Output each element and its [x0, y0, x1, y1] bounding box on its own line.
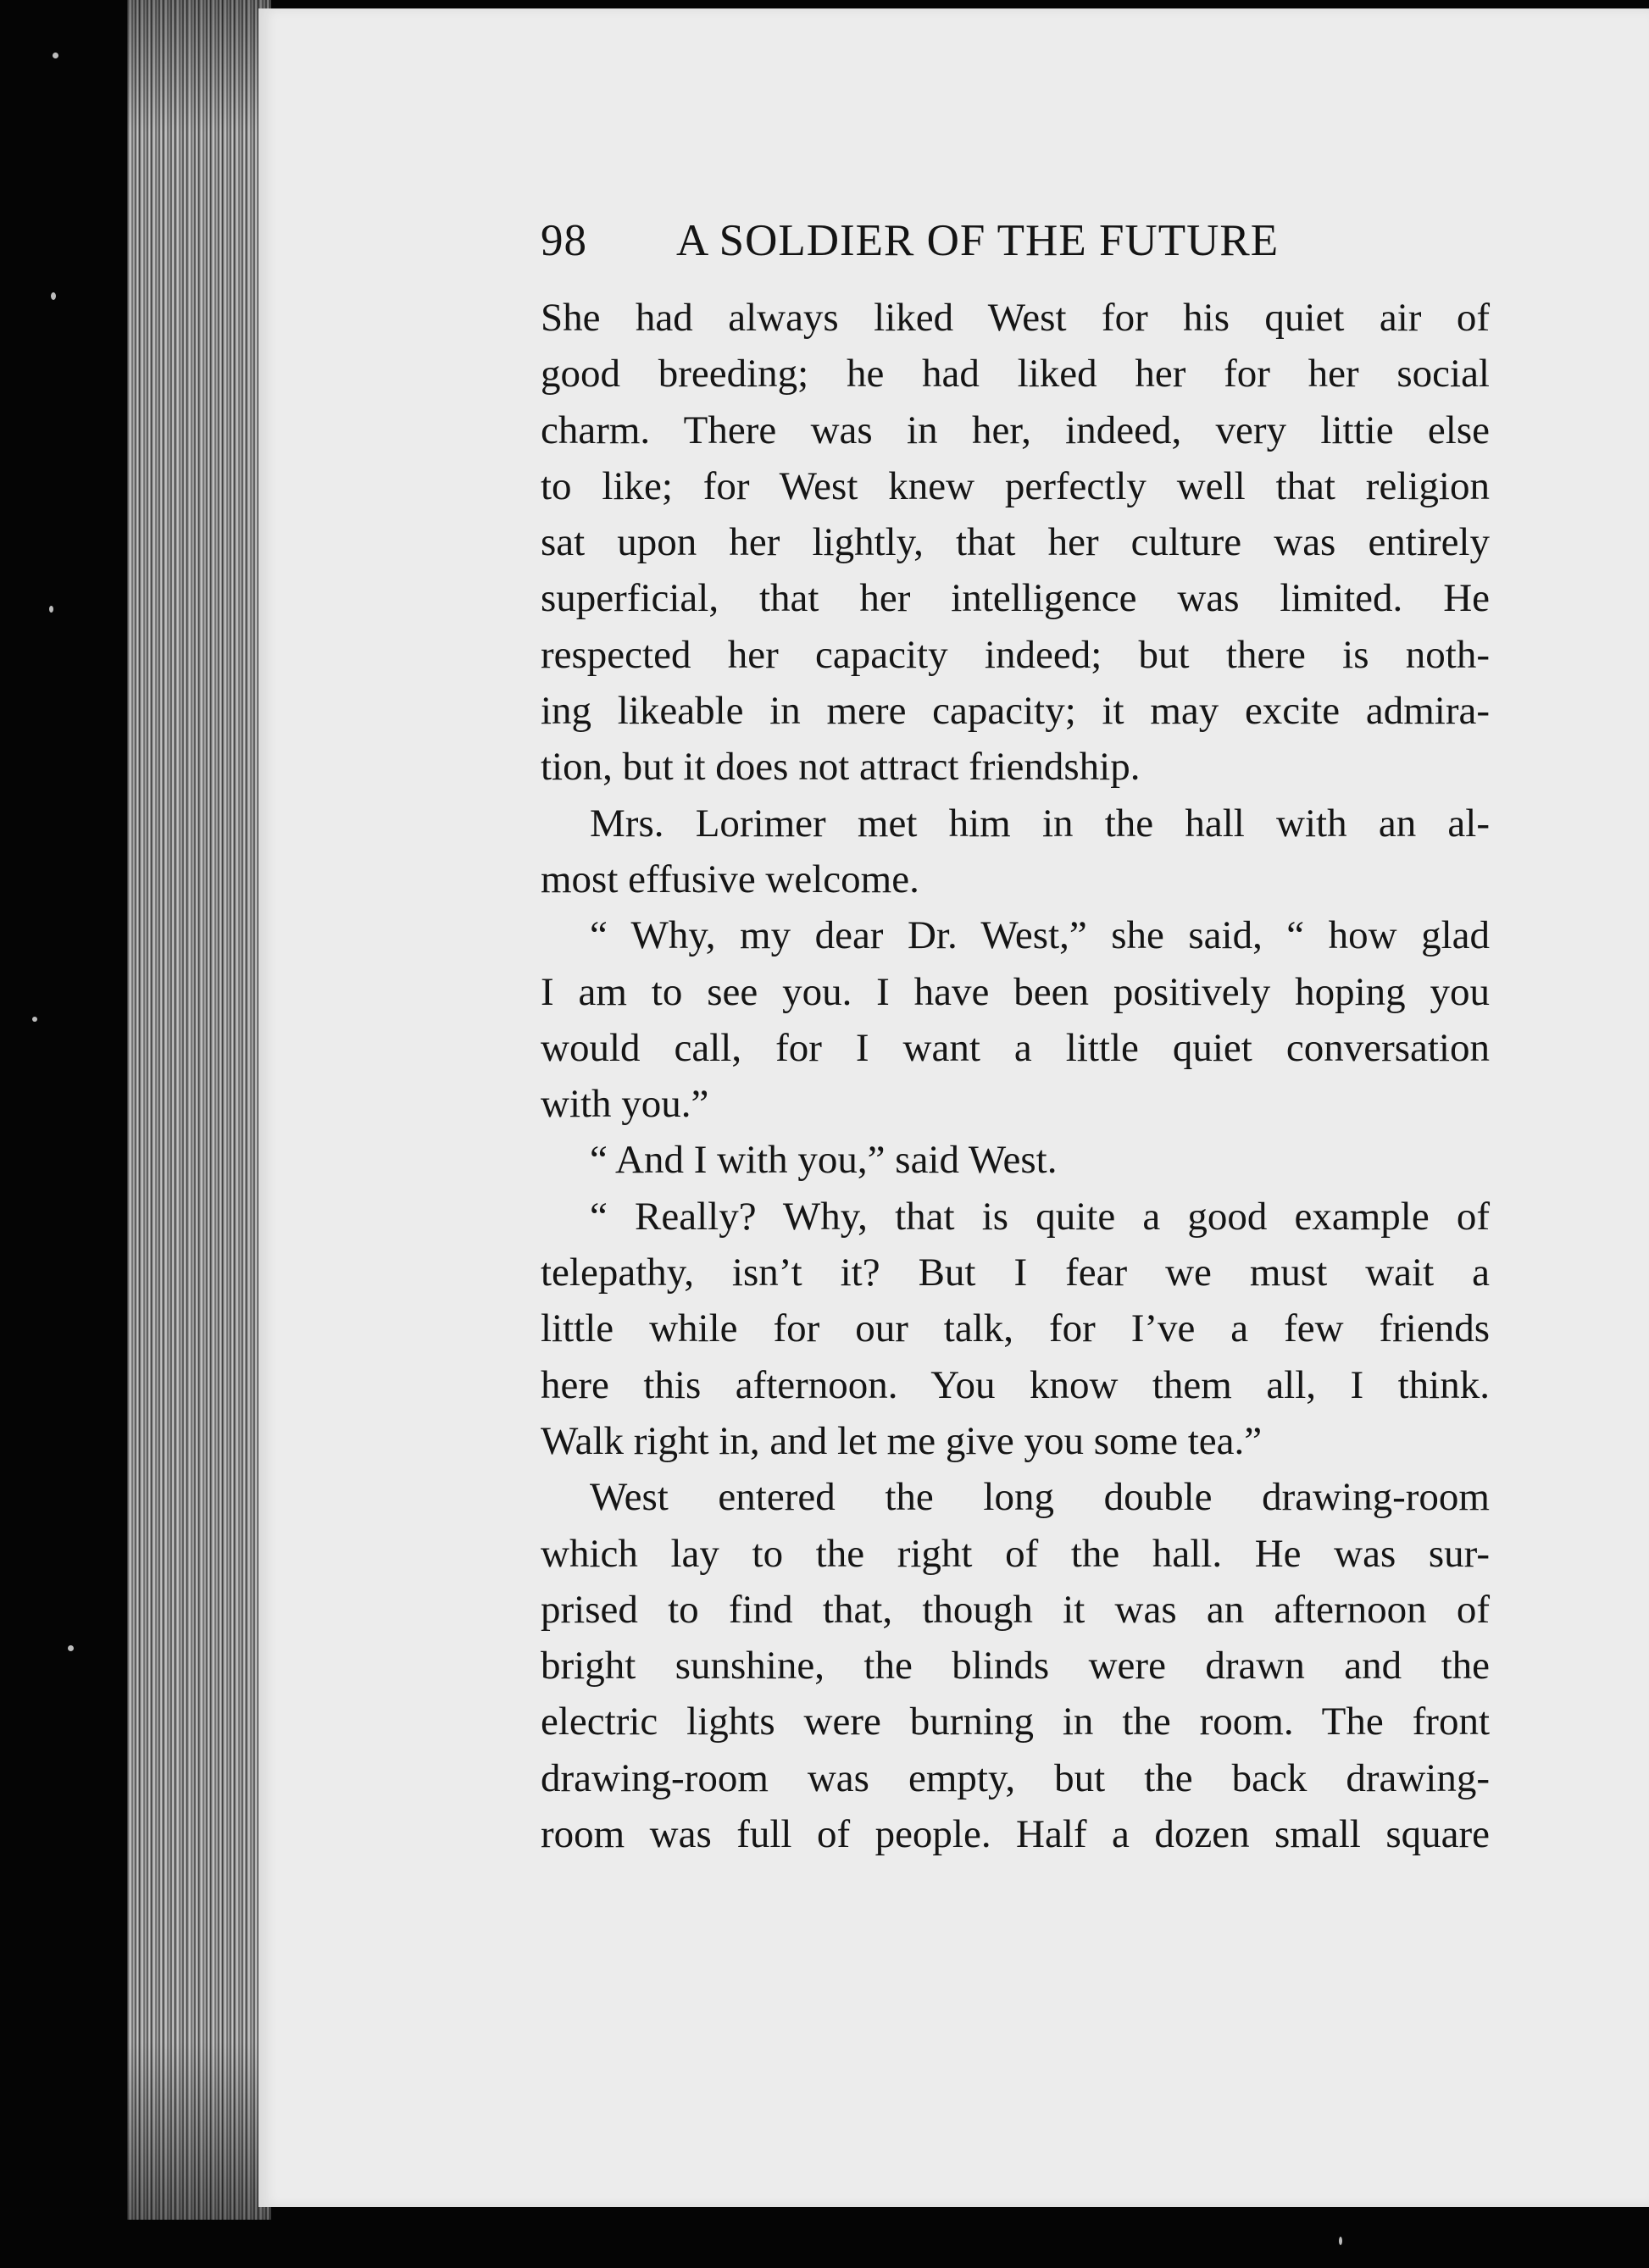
text-line: little while for our talk, for I’ve a few friends: [541, 1306, 1490, 1351]
running-header: [541, 215, 1490, 274]
text-line: sat upon her lightly, that her culture was entirely: [541, 520, 1490, 565]
page-number: 98: [541, 216, 587, 265]
dust-speck: [32, 1017, 37, 1022]
text-line: to like; for West knew perfectly well that religion: [541, 463, 1490, 508]
text-line: would call, for I want a little quiet conversation: [541, 1025, 1490, 1070]
text-line: most effusive welcome.: [541, 857, 919, 901]
text-line: prised to find that, though it was an afternoon of: [541, 1587, 1490, 1632]
text-line: room was full of people. Half a dozen small square: [541, 1812, 1490, 1857]
text-line: She had always liked West for his quiet air of: [541, 296, 1490, 340]
dust-speck: [51, 292, 56, 300]
text-line: Mrs. Lorimer met him in the hall with an al-: [590, 801, 1490, 846]
body-text: [541, 290, 1490, 1862]
text-line: charm. There was in her, indeed, very littie else: [541, 408, 1490, 452]
text-line: tion, but it does not attract friendship.: [541, 745, 1141, 790]
dust-speck: [49, 606, 53, 613]
text-line: good breeding; he had liked her for her social: [541, 352, 1490, 396]
text-line: which lay to the right of the hall. He was sur-: [541, 1531, 1490, 1576]
running-title: A SOLDIER OF THE FUTURE: [676, 216, 1280, 265]
text-line: telepathy, isn’t it? But I fear we must wait a: [541, 1250, 1490, 1295]
text-line: “ And I with you,” said West.: [590, 1138, 1058, 1183]
text-line: ing likeable in mere capacity; it may excite admira-: [541, 689, 1490, 734]
text-line: respected her capacity indeed; but there is noth-: [541, 632, 1490, 677]
text-line: Walk right in, and let me give you some tea.”: [541, 1418, 1263, 1463]
text-line: electric lights were burning in the room. The front: [541, 1700, 1490, 1744]
text-line: drawing-room was empty, but the back drawing-: [541, 1755, 1490, 1800]
text-line: superficial, that her intelligence was limited. He: [541, 576, 1490, 621]
dust-speck: [53, 53, 58, 58]
text-line: “ Really? Why, that is quite a good example of: [590, 1194, 1490, 1239]
dust-speck: [68, 1645, 74, 1651]
dust-speck: [1339, 2237, 1342, 2245]
text-line: West entered the long double drawing-room: [590, 1475, 1490, 1520]
text-line: bright sunshine, the blinds were drawn and the: [541, 1644, 1490, 1689]
text-line: with you.”: [541, 1082, 709, 1127]
text-line: “ Why, my dear Dr. West,” she said, “ how glad: [590, 913, 1490, 958]
book-page-edges: [127, 0, 271, 2220]
text-line: I am to see you. I have been positively hoping you: [541, 969, 1490, 1014]
text-line: here this afternoon. You know them all, I think.: [541, 1362, 1490, 1407]
